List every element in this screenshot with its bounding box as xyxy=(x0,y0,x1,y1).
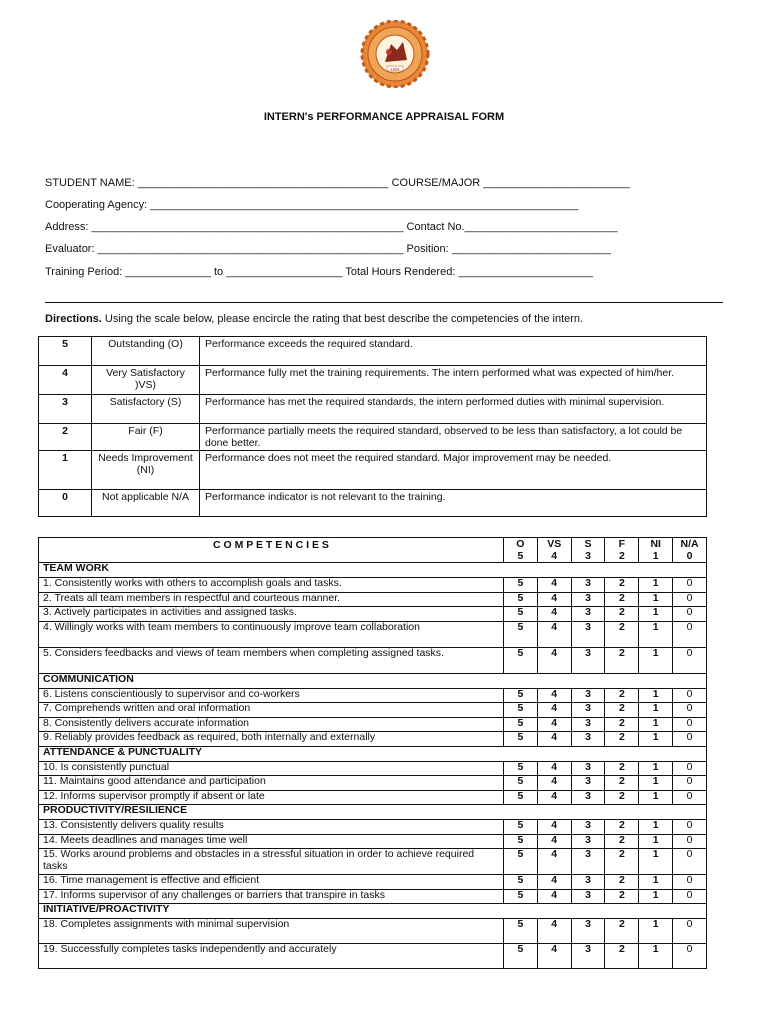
competency-row xyxy=(39,607,707,622)
rating-option-1[interactable]: 1 xyxy=(639,919,673,944)
rating-option-3[interactable]: 3 xyxy=(571,776,605,791)
rating-option-3[interactable]: 3 xyxy=(571,919,605,944)
rating-option-3[interactable]: 3 xyxy=(571,592,605,607)
competencies-header: C O M P E T E N C I E S xyxy=(39,538,504,563)
rating-option-5[interactable]: 5 xyxy=(503,688,537,703)
rating-option-5[interactable]: 5 xyxy=(503,889,537,904)
category-label: COMMUNICATION xyxy=(39,673,707,688)
rating-option-1[interactable]: 1 xyxy=(639,834,673,849)
rating-option-3[interactable]: 3 xyxy=(571,790,605,805)
scale-row: 3 Satisfactory (S) Performance has met the required standards, the intern performed duties with minimal supervision. xyxy=(39,395,707,424)
rating-option-3[interactable]: 3 xyxy=(571,944,605,969)
rating-option-4[interactable]: 4 xyxy=(537,820,571,835)
competency-text: 6. Listens conscientiously to supervisor and co-workers xyxy=(39,688,504,703)
rating-option-5[interactable]: 5 xyxy=(503,761,537,776)
rating-option-1[interactable]: 1 xyxy=(639,790,673,805)
evaluator-position-line[interactable]: Evaluator: __________________________________________________ Position: __________________________ xyxy=(45,243,611,255)
rating-option-1[interactable]: 1 xyxy=(639,688,673,703)
rating-option-5[interactable]: 5 xyxy=(503,592,537,607)
rating-option-2[interactable]: 2 xyxy=(605,834,639,849)
rating-option-0[interactable]: 0 xyxy=(673,607,707,622)
scale-row: 1 Needs Improvement (NI) Performance does not meet the required standard. Major improvement may be needed. xyxy=(39,451,707,490)
competencies-header-row xyxy=(39,538,707,563)
rating-option-4[interactable]: 4 xyxy=(537,647,571,673)
rating-option-1[interactable]: 1 xyxy=(639,592,673,607)
rating-option-3[interactable]: 3 xyxy=(571,732,605,747)
rating-option-3[interactable]: 3 xyxy=(571,849,605,875)
competency-row xyxy=(39,944,707,969)
competency-row xyxy=(39,732,707,747)
competency-text: 19. Successfully completes tasks independently and accurately xyxy=(39,944,504,969)
rating-option-4[interactable]: 4 xyxy=(537,849,571,875)
training-period-line[interactable]: Training Period: ______________ to ___________________ Total Hours Rendered: ______________________ xyxy=(45,266,594,278)
competency-row xyxy=(39,875,707,890)
competency-text: 10. Is consistently punctual xyxy=(39,761,504,776)
category-row xyxy=(39,805,707,820)
rating-option-0[interactable]: 0 xyxy=(673,849,707,875)
rating-option-3[interactable]: 3 xyxy=(571,820,605,835)
competency-text: 9. Reliably provides feedback as required, both internally and externally xyxy=(39,732,504,747)
rating-option-5[interactable]: 5 xyxy=(503,732,537,747)
col-header: N/A 0 xyxy=(673,538,707,563)
rating-option-1[interactable]: 1 xyxy=(639,889,673,904)
divider xyxy=(45,302,723,303)
rating-option-4[interactable]: 4 xyxy=(537,889,571,904)
rating-option-3[interactable]: 3 xyxy=(571,621,605,647)
rating-option-3[interactable]: 3 xyxy=(571,717,605,732)
rating-option-0[interactable]: 0 xyxy=(673,875,707,890)
rating-option-4[interactable]: 4 xyxy=(537,834,571,849)
rating-option-1[interactable]: 1 xyxy=(639,607,673,622)
rating-option-3[interactable]: 3 xyxy=(571,834,605,849)
rating-option-1[interactable]: 1 xyxy=(639,703,673,718)
competency-row xyxy=(39,703,707,718)
rating-option-1[interactable]: 1 xyxy=(639,820,673,835)
rating-option-4[interactable]: 4 xyxy=(537,790,571,805)
rating-option-4[interactable]: 4 xyxy=(537,578,571,593)
competency-row xyxy=(39,621,707,647)
rating-option-1[interactable]: 1 xyxy=(639,849,673,875)
svg-text:1904: 1904 xyxy=(390,66,400,72)
rating-option-0[interactable]: 0 xyxy=(673,717,707,732)
rating-option-0[interactable]: 0 xyxy=(673,889,707,904)
rating-option-3[interactable]: 3 xyxy=(571,647,605,673)
university-seal-logo xyxy=(355,20,435,88)
competency-row xyxy=(39,592,707,607)
rating-option-1[interactable]: 1 xyxy=(639,578,673,593)
rating-option-1[interactable]: 1 xyxy=(639,621,673,647)
rating-option-0[interactable]: 0 xyxy=(673,834,707,849)
cooperating-agency-line[interactable]: Cooperating Agency: ______________________________________________________________________ xyxy=(45,199,579,211)
rating-option-4[interactable]: 4 xyxy=(537,919,571,944)
col-header: F 2 xyxy=(605,538,639,563)
rating-option-0[interactable]: 0 xyxy=(673,732,707,747)
rating-option-5[interactable]: 5 xyxy=(503,834,537,849)
rating-option-2[interactable]: 2 xyxy=(605,688,639,703)
category-label: TEAM WORK xyxy=(39,563,707,578)
rating-option-3[interactable]: 3 xyxy=(571,688,605,703)
rating-option-5[interactable]: 5 xyxy=(503,621,537,647)
rating-option-4[interactable]: 4 xyxy=(537,592,571,607)
rating-option-2[interactable]: 2 xyxy=(605,944,639,969)
rating-option-2[interactable]: 2 xyxy=(605,621,639,647)
rating-option-1[interactable]: 1 xyxy=(639,761,673,776)
rating-option-4[interactable]: 4 xyxy=(537,875,571,890)
rating-option-5[interactable]: 5 xyxy=(503,647,537,673)
rating-option-5[interactable]: 5 xyxy=(503,820,537,835)
category-label: PRODUCTIVITY/RESILIENCE xyxy=(39,805,707,820)
category-label: ATTENDANCE & PUNCTUALITY xyxy=(39,746,707,761)
competency-text: 11. Maintains good attendance and participation xyxy=(39,776,504,791)
competency-text: 5. Considers feedbacks and views of team members when completing assigned tasks. xyxy=(39,647,504,673)
rating-option-5[interactable]: 5 xyxy=(503,717,537,732)
rating-option-5[interactable]: 5 xyxy=(503,607,537,622)
rating-option-2[interactable]: 2 xyxy=(605,849,639,875)
rating-option-4[interactable]: 4 xyxy=(537,732,571,747)
competency-text: 4. Willingly works with team members to continuously improve team collaboration xyxy=(39,621,504,647)
rating-option-0[interactable]: 0 xyxy=(673,621,707,647)
rating-option-4[interactable]: 4 xyxy=(537,717,571,732)
rating-option-0[interactable]: 0 xyxy=(673,688,707,703)
competency-row xyxy=(39,578,707,593)
competency-row xyxy=(39,919,707,944)
category-row xyxy=(39,673,707,688)
form-title: INTERN's PERFORMANCE APPRAISAL FORM xyxy=(263,111,505,123)
rating-option-2[interactable]: 2 xyxy=(605,578,639,593)
rating-option-0[interactable]: 0 xyxy=(673,790,707,805)
rating-option-5[interactable]: 5 xyxy=(503,776,537,791)
rating-option-0[interactable]: 0 xyxy=(673,820,707,835)
rating-option-3[interactable]: 3 xyxy=(571,761,605,776)
competency-text: 8. Consistently delivers accurate information xyxy=(39,717,504,732)
category-row xyxy=(39,904,707,919)
rating-option-0[interactable]: 0 xyxy=(673,578,707,593)
competency-text: 17. Informs supervisor of any challenges or barriers that transpire in tasks xyxy=(39,889,504,904)
rating-option-4[interactable]: 4 xyxy=(537,621,571,647)
competency-row xyxy=(39,647,707,673)
competency-text: 13. Consistently delivers quality results xyxy=(39,820,504,835)
rating-scale-table xyxy=(38,336,707,517)
rating-option-4[interactable]: 4 xyxy=(537,703,571,718)
rating-option-3[interactable]: 3 xyxy=(571,578,605,593)
student-name-course-line[interactable]: STUDENT NAME: _________________________________________ COURSE/MAJOR ________________________ xyxy=(45,177,631,189)
category-row xyxy=(39,563,707,578)
rating-option-1[interactable]: 1 xyxy=(639,647,673,673)
rating-option-4[interactable]: 4 xyxy=(537,944,571,969)
directions: Directions. Using the scale below, please encircle the rating that best describe the competencies of the intern. xyxy=(45,313,584,325)
competency-row xyxy=(39,717,707,732)
rating-option-3[interactable]: 3 xyxy=(571,875,605,890)
rating-option-5[interactable]: 5 xyxy=(503,849,537,875)
competency-text: 18. Completes assignments with minimal supervision xyxy=(39,919,504,944)
competency-row xyxy=(39,849,707,875)
rating-option-1[interactable]: 1 xyxy=(639,776,673,791)
competency-text: 14. Meets deadlines and manages time well xyxy=(39,834,504,849)
rating-option-0[interactable]: 0 xyxy=(673,761,707,776)
rating-option-5[interactable]: 5 xyxy=(503,790,537,805)
rating-option-5[interactable]: 5 xyxy=(503,875,537,890)
rating-option-5[interactable]: 5 xyxy=(503,703,537,718)
rating-option-2[interactable]: 2 xyxy=(605,776,639,791)
scale-row: 4 Very Satisfactory )VS) Performance fully met the training requirements. The intern performed what was expected of him/her. xyxy=(39,366,707,395)
rating-option-2[interactable]: 2 xyxy=(605,592,639,607)
rating-option-4[interactable]: 4 xyxy=(537,607,571,622)
competency-row xyxy=(39,820,707,835)
scale-row: 5 Outstanding (O) Performance exceeds the required standard. xyxy=(39,337,707,366)
competencies-table xyxy=(38,537,707,969)
competency-text: 2. Treats all team members in respectful and courteous manner. xyxy=(39,592,504,607)
rating-option-4[interactable]: 4 xyxy=(537,776,571,791)
col-header: O 5 xyxy=(503,538,537,563)
rating-option-0[interactable]: 0 xyxy=(673,944,707,969)
rating-option-0[interactable]: 0 xyxy=(673,919,707,944)
competency-text: 3. Actively participates in activities and assigned tasks. xyxy=(39,607,504,622)
rating-option-2[interactable]: 2 xyxy=(605,717,639,732)
competency-text: 15. Works around problems and obstacles in a stressful situation in order to achieve required tasks xyxy=(39,849,504,875)
category-label: INITIATIVE/PROACTIVITY xyxy=(39,904,707,919)
rating-option-3[interactable]: 3 xyxy=(571,607,605,622)
competency-text: 1. Consistently works with others to accomplish goals and tasks. xyxy=(39,578,504,593)
competency-text: 16. Time management is effective and efficient xyxy=(39,875,504,890)
rating-option-1[interactable]: 1 xyxy=(639,717,673,732)
competency-row xyxy=(39,688,707,703)
rating-option-0[interactable]: 0 xyxy=(673,592,707,607)
rating-option-3[interactable]: 3 xyxy=(571,889,605,904)
competency-row xyxy=(39,761,707,776)
col-header: S 3 xyxy=(571,538,605,563)
competency-text: 12. Informs supervisor promptly if absent or late xyxy=(39,790,504,805)
rating-option-2[interactable]: 2 xyxy=(605,889,639,904)
rating-option-2[interactable]: 2 xyxy=(605,790,639,805)
category-row xyxy=(39,746,707,761)
rating-option-0[interactable]: 0 xyxy=(673,776,707,791)
competency-text: 7. Comprehends written and oral information xyxy=(39,703,504,718)
rating-option-2[interactable]: 2 xyxy=(605,732,639,747)
rating-option-5[interactable]: 5 xyxy=(503,944,537,969)
competency-row xyxy=(39,889,707,904)
col-header: NI 1 xyxy=(639,538,673,563)
rating-option-2[interactable]: 2 xyxy=(605,761,639,776)
rating-option-4[interactable]: 4 xyxy=(537,761,571,776)
col-header: VS 4 xyxy=(537,538,571,563)
rating-option-5[interactable]: 5 xyxy=(503,919,537,944)
scale-row: 2 Fair (F) Performance partially meets the required standard, observed to be less than satisfactory, a lot could be done better. xyxy=(39,424,707,451)
rating-option-4[interactable]: 4 xyxy=(537,688,571,703)
rating-option-1[interactable]: 1 xyxy=(639,875,673,890)
rating-option-2[interactable]: 2 xyxy=(605,647,639,673)
rating-option-2[interactable]: 2 xyxy=(605,875,639,890)
address-contact-line[interactable]: Address: ___________________________________________________ Contact No._________________________ xyxy=(45,221,618,233)
rating-option-1[interactable]: 1 xyxy=(639,732,673,747)
rating-option-5[interactable]: 5 xyxy=(503,578,537,593)
competency-row xyxy=(39,834,707,849)
competency-row xyxy=(39,790,707,805)
rating-option-2[interactable]: 2 xyxy=(605,607,639,622)
rating-option-0[interactable]: 0 xyxy=(673,703,707,718)
rating-option-1[interactable]: 1 xyxy=(639,944,673,969)
rating-option-3[interactable]: 3 xyxy=(571,703,605,718)
rating-option-2[interactable]: 2 xyxy=(605,703,639,718)
competency-row xyxy=(39,776,707,791)
rating-option-2[interactable]: 2 xyxy=(605,919,639,944)
rating-option-2[interactable]: 2 xyxy=(605,820,639,835)
scale-row: 0 Not applicable N/A Performance indicator is not relevant to the training. xyxy=(39,490,707,517)
rating-option-0[interactable]: 0 xyxy=(673,647,707,673)
